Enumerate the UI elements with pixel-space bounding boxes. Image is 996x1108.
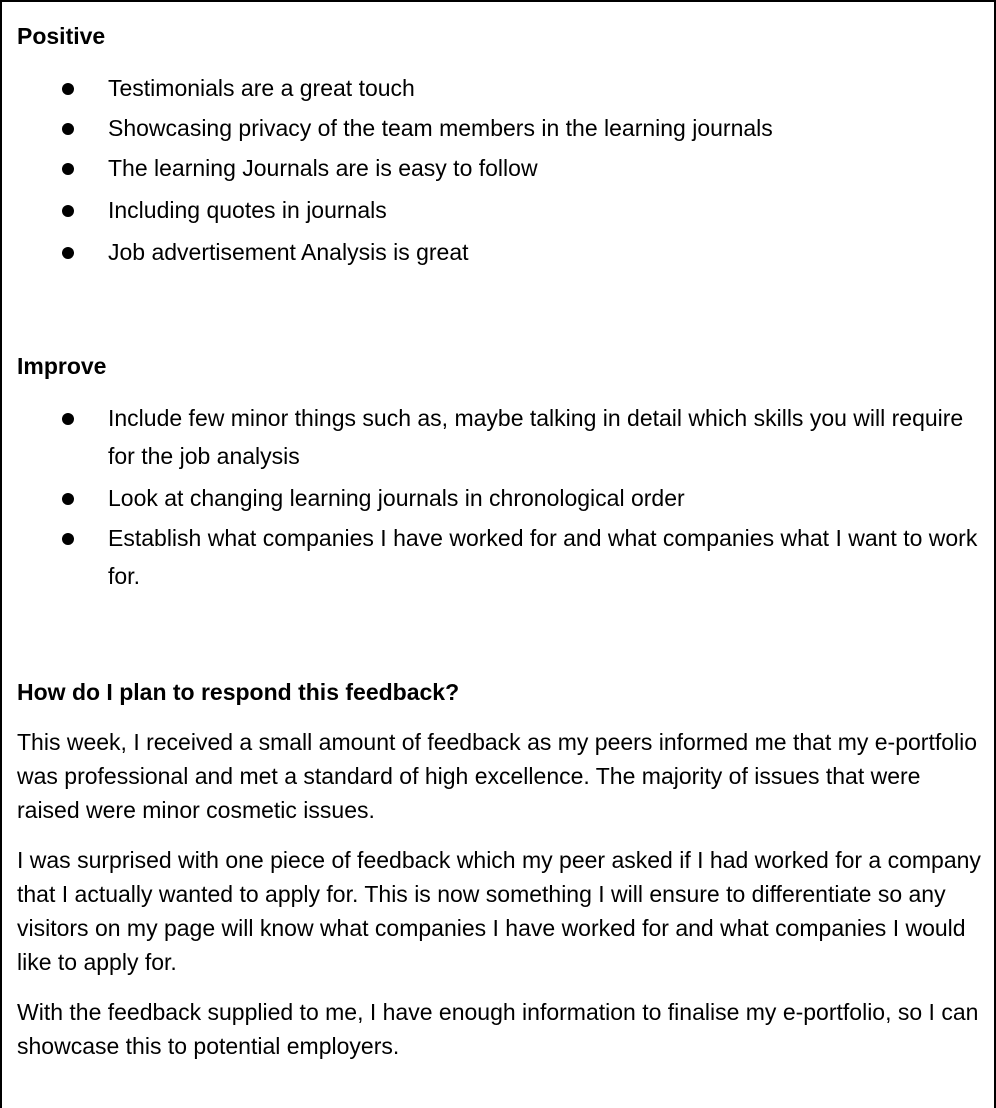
response-paragraph-2: I was surprised with one piece of feedback which my peer asked if I had worked for a company that I actually wanted to apply for. This is now something I will ensure to differentiate so any visitors on my page will know what companies I have worked for and what companies I would like to apply for.: [17, 847, 981, 975]
improve-item-1: Include few minor things such as, maybe talking in detail which skills you will require for the job analysis: [108, 405, 964, 469]
bullet-icon: [62, 163, 74, 175]
improve-item-3: Establish what companies I have worked for and what companies what I want to work for.: [108, 525, 978, 589]
positive-item-2: Showcasing privacy of the team members in the learning journals: [108, 115, 773, 141]
improve-heading: Improve: [17, 353, 107, 379]
positive-item-1: Testimonials are a great touch: [108, 75, 415, 101]
bullet-icon: [62, 247, 74, 259]
bullet-icon: [62, 413, 74, 425]
bullet-icon: [62, 83, 74, 95]
bullet-icon: [62, 493, 74, 505]
positive-item-3: The learning Journals are is easy to follow: [108, 155, 538, 181]
improve-item-2: Look at changing learning journals in chronological order: [108, 485, 685, 511]
bullet-icon: [62, 533, 74, 545]
response-paragraph-3: With the feedback supplied to me, I have enough information to finalise my e-portfolio, so I can showcase this to potential employers.: [17, 999, 979, 1059]
positive-item-4: Including quotes in journals: [108, 197, 387, 223]
bullet-icon: [62, 123, 74, 135]
bullet-icon: [62, 205, 74, 217]
response-paragraph-1: This week, I received a small amount of feedback as my peers informed me that my e-portfolio was professional and met a standard of high excellence. The majority of issues that were raised were minor cosmetic issues.: [17, 729, 978, 823]
positive-item-5: Job advertisement Analysis is great: [108, 239, 469, 265]
response-heading: How do I plan to respond this feedback?: [17, 679, 460, 705]
positive-heading: Positive: [17, 23, 106, 49]
